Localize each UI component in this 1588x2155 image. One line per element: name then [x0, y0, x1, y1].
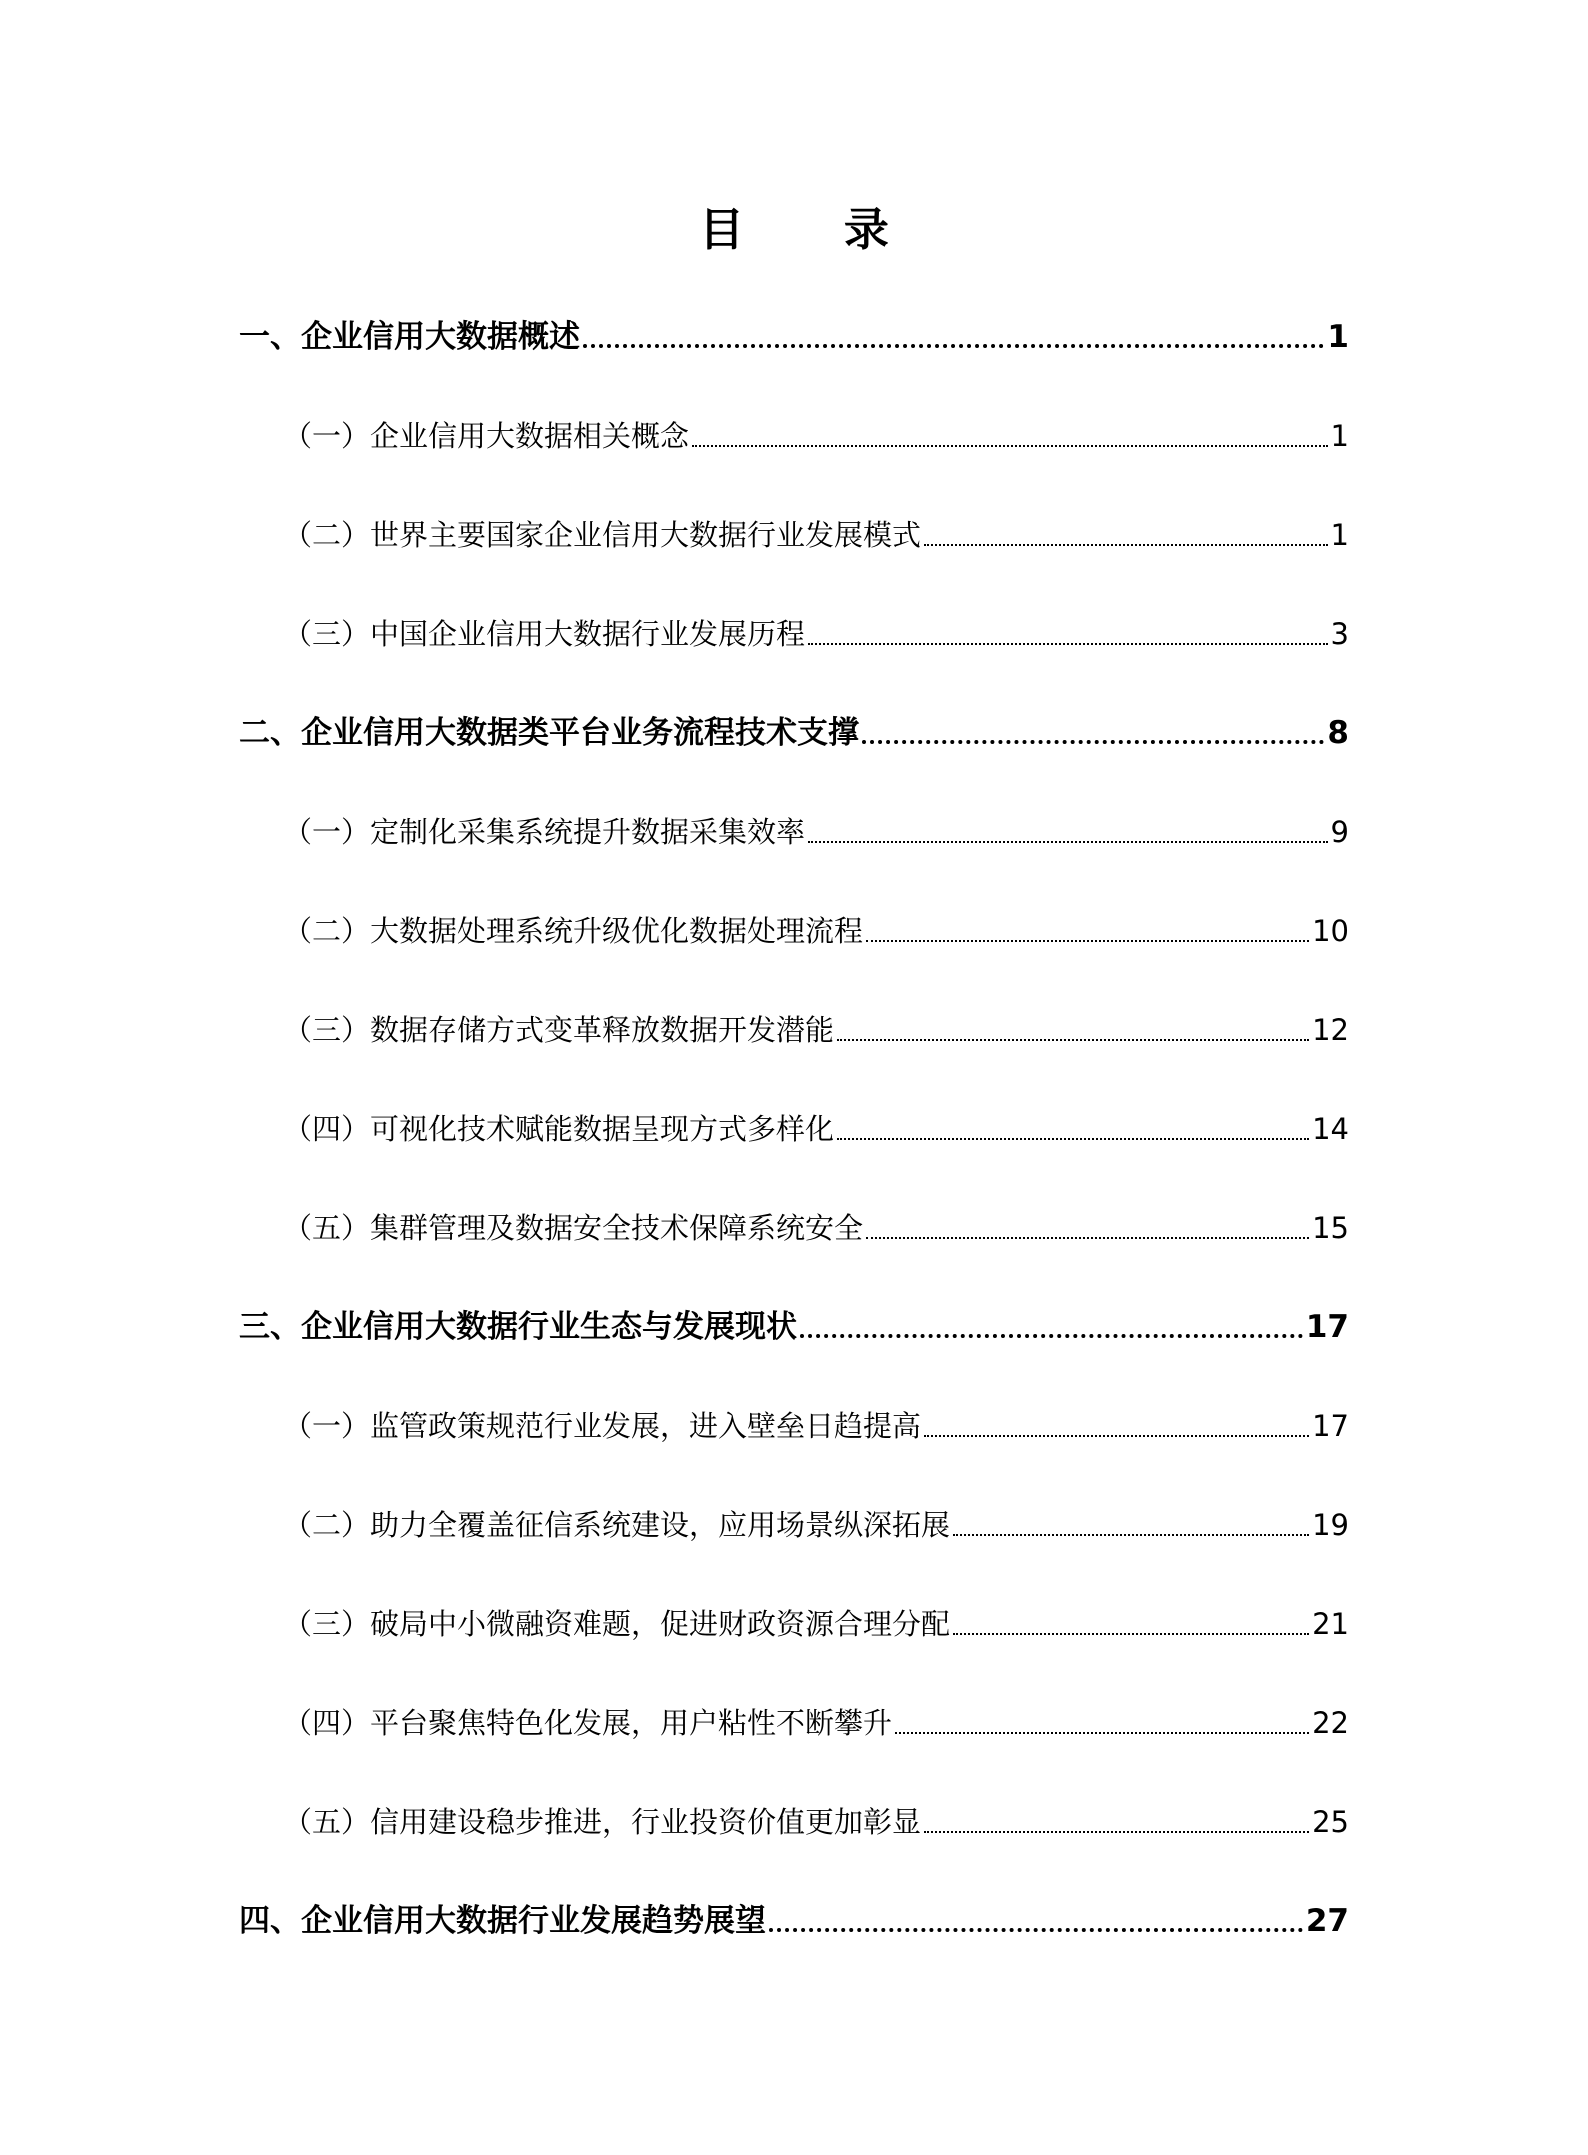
toc-entry-label: （三）破局中小微融资难题，促进财政资源合理分配: [283, 1607, 951, 1641]
toc-entry-label: 一、企业信用大数据概述: [239, 319, 580, 355]
dot-leader: [837, 1138, 1309, 1140]
toc-entry-page-number: 10: [1312, 914, 1349, 948]
toc-entry-label: （二）大数据处理系统升级优化数据处理流程: [283, 914, 864, 948]
toc-entry-page-number: 25: [1312, 1805, 1349, 1839]
toc-entry-section-3-5[interactable]: [283, 1798, 1349, 1842]
toc-entry-label: （一）监管政策规范行业发展，进入壁垒日趋提高: [283, 1409, 922, 1443]
dot-leader: [953, 1633, 1309, 1635]
toc-entry-page-number: 8: [1327, 715, 1349, 751]
toc-title: 目 录: [699, 203, 931, 256]
toc-entry-page-number: 22: [1312, 1706, 1349, 1740]
toc-entry-chapter-2[interactable]: [239, 709, 1349, 753]
toc-entry-page-number: 15: [1312, 1211, 1349, 1245]
toc-entry-section-3-2[interactable]: [283, 1501, 1349, 1545]
dot-leader: [583, 344, 1324, 348]
dot-leader: [808, 643, 1328, 645]
toc-entry-chapter-3[interactable]: [239, 1303, 1349, 1347]
toc-entry-section-1-2[interactable]: [283, 511, 1349, 555]
toc-entry-section-2-5[interactable]: [283, 1204, 1349, 1248]
dot-leader: [866, 1237, 1309, 1239]
toc-entry-section-1-1[interactable]: [283, 412, 1349, 456]
toc-entry-section-1-3[interactable]: [283, 610, 1349, 654]
dot-leader: [692, 445, 1328, 447]
toc-entry-chapter-1[interactable]: [239, 313, 1349, 357]
dot-leader: [924, 1435, 1309, 1437]
toc-entry-page-number: 19: [1312, 1508, 1349, 1542]
dot-leader: [866, 940, 1309, 942]
toc-entry-page-number: 12: [1312, 1013, 1349, 1047]
toc-entry-label: （三）数据存储方式变革释放数据开发潜能: [283, 1013, 835, 1047]
toc-entry-section-2-1[interactable]: [283, 808, 1349, 852]
toc-entry-label: 二、企业信用大数据类平台业务流程技术支撑: [239, 715, 859, 751]
toc-entry-page-number: 21: [1312, 1607, 1349, 1641]
toc-entry-label: （二）世界主要国家企业信用大数据行业发展模式: [283, 518, 922, 552]
dot-leader: [837, 1039, 1309, 1041]
dot-leader: [808, 841, 1328, 843]
toc-entry-label: （二）助力全覆盖征信系统建设，应用场景纵深拓展: [283, 1508, 951, 1542]
toc-entry-page-number: 3: [1330, 617, 1349, 651]
toc-entry-label: （五）信用建设稳步推进，行业投资价值更加彰显: [283, 1805, 922, 1839]
toc-entry-page-number: 17: [1312, 1409, 1349, 1443]
toc-entry-page-number: 14: [1312, 1112, 1349, 1146]
toc-entry-section-2-3[interactable]: [283, 1006, 1349, 1050]
toc-entry-section-2-2[interactable]: [283, 907, 1349, 951]
dot-leader: [924, 544, 1328, 546]
dot-leader: [924, 1831, 1309, 1833]
toc-entry-page-number: 17: [1305, 1309, 1349, 1345]
toc-entry-label: （一）企业信用大数据相关概念: [283, 419, 690, 453]
dot-leader: [769, 1928, 1303, 1932]
dot-leader: [953, 1534, 1309, 1536]
toc-entry-page-number: 1: [1327, 319, 1349, 355]
toc-entry-page-number: 1: [1330, 419, 1349, 453]
toc-entry-chapter-4[interactable]: [239, 1897, 1349, 1941]
toc-entry-label: （三）中国企业信用大数据行业发展历程: [283, 617, 806, 651]
toc-entry-page-number: 9: [1330, 815, 1349, 849]
toc-entry-section-2-4[interactable]: [283, 1105, 1349, 1149]
toc-entry-label: 四、企业信用大数据行业发展趋势展望: [239, 1903, 766, 1939]
toc-entry-page-number: 1: [1330, 518, 1349, 552]
toc-entry-section-3-1[interactable]: [283, 1402, 1349, 1446]
toc-entry-section-3-4[interactable]: [283, 1699, 1349, 1743]
toc-entry-label: 三、企业信用大数据行业生态与发展现状: [239, 1309, 797, 1345]
dot-leader: [800, 1334, 1303, 1338]
dot-leader: [862, 740, 1324, 744]
toc-entry-label: （一）定制化采集系统提升数据采集效率: [283, 815, 806, 849]
toc-entry-page-number: 27: [1305, 1903, 1349, 1939]
toc-entry-label: （五）集群管理及数据安全技术保障系统安全: [283, 1211, 864, 1245]
dot-leader: [895, 1732, 1309, 1734]
toc-entry-label: （四）可视化技术赋能数据呈现方式多样化: [283, 1112, 835, 1146]
toc-entry-section-3-3[interactable]: [283, 1600, 1349, 1644]
toc-entry-label: （四）平台聚焦特色化发展，用户粘性不断攀升: [283, 1706, 893, 1740]
